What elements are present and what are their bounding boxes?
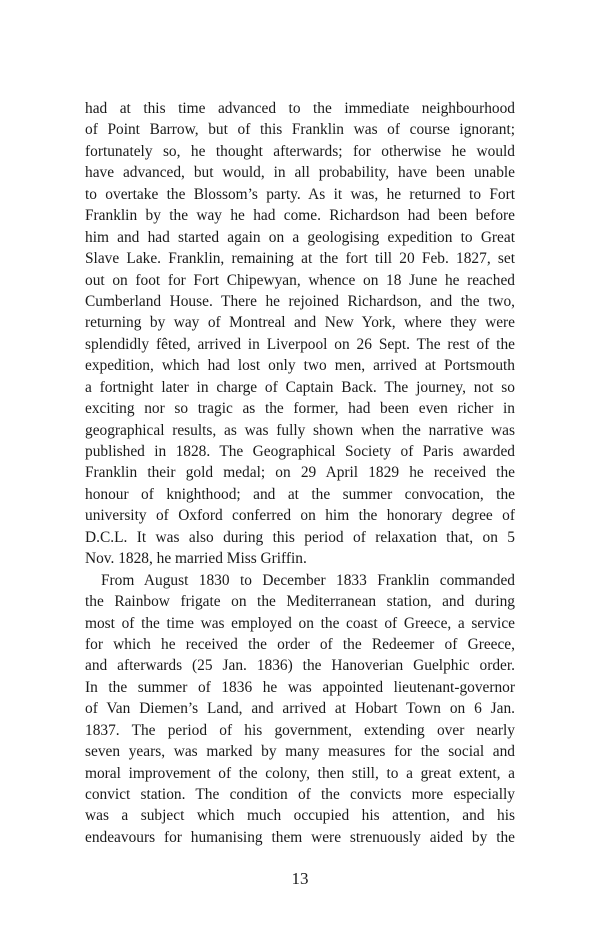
text-line: Franklin by the way he had come. Richardson had been before bbox=[85, 207, 515, 225]
text-line: Slave Lake. Franklin, remaining at the fort till 20 Feb. 1827, set bbox=[85, 250, 515, 268]
text-line: Franklin their gold medal; on 29 April 1829 he received the bbox=[85, 464, 515, 482]
paragraph-2 bbox=[85, 570, 515, 849]
page-body bbox=[85, 98, 515, 848]
text-line: fortunately so, he thought afterwards; for otherwise he would bbox=[85, 142, 515, 160]
text-line: published in 1828. The Geographical Society of Paris awarded bbox=[85, 443, 515, 460]
text-line: expedition, which had lost only two men, arrived at Portsmouth bbox=[85, 357, 515, 375]
text-line: geographical results, as was fully shown when the narrative was bbox=[85, 421, 515, 439]
text-line: university of Oxford conferred on him the honorary degree of bbox=[85, 507, 515, 525]
text-line: have advanced, but would, in all probability, have been unable bbox=[85, 164, 515, 182]
text-line: Cumberland House. There he rejoined Richardson, and the two, bbox=[85, 292, 515, 310]
text-line: exciting nor so tragic as the former, had been even richer in bbox=[85, 400, 515, 418]
text-line: of Point Barrow, but of this Franklin was of course ignorant; bbox=[85, 121, 515, 139]
text-line: the Rainbow frigate on the Mediterranean station, and during bbox=[85, 593, 515, 611]
text-line: to overtake the Blossom’s party. As it was, he returned to Fort bbox=[85, 185, 515, 203]
paragraph-1 bbox=[85, 98, 515, 570]
text-line: In the summer of 1836 he was appointed lieutenant-governor bbox=[85, 678, 515, 696]
text-line: honour of knighthood; and at the summer convocation, the bbox=[85, 485, 515, 503]
text-line: of Van Diemen’s Land, and arrived at Hobart Town on 6 Jan. bbox=[85, 700, 515, 718]
text-line: From August 1830 to December 1833 Franklin commanded bbox=[101, 571, 515, 589]
text-line: D.C.L. It was also during this period of relaxation that, on 5 bbox=[85, 528, 515, 546]
text-line: Nov. 1828, he married Miss Griffin. bbox=[85, 550, 307, 568]
text-line: him and had started again on a geologising expedition to Great bbox=[85, 228, 515, 246]
text-line: most of the time was employed on the coast of Greece, a service bbox=[85, 614, 515, 632]
text-line: convict station. The condition of the convicts more especially bbox=[85, 786, 515, 803]
text-line: moral improvement of the colony, then still, to a great extent, a bbox=[85, 764, 515, 782]
text-line: seven years, was marked by many measures for the social and bbox=[85, 743, 515, 761]
text-line: a fortnight later in charge of Captain Back. The journey, not so bbox=[85, 378, 515, 396]
page-number: 13 bbox=[291, 869, 309, 888]
text-line: and afterwards (25 Jan. 1836) the Hanoverian Guelphic order. bbox=[85, 657, 515, 675]
text-line: had at this time advanced to the immediate neighbourhood bbox=[85, 100, 515, 117]
text-line: out on foot for Fort Chipewyan, whence on 18 June he reached bbox=[85, 271, 515, 289]
text-line: for which he received the order of the Redeemer of Greece, bbox=[85, 635, 515, 653]
text-line: endeavours for humanising them were strenuously aided by the bbox=[85, 828, 515, 846]
text-line: returning by way of Montreal and New York, where they were bbox=[85, 314, 515, 332]
text-line: was a subject which much occupied his attention, and his bbox=[85, 807, 515, 825]
text-line: 1837. The period of his government, extending over nearly bbox=[85, 721, 515, 739]
text-line: splendidly fêted, arrived in Liverpool on 26 Sept. The rest of the bbox=[85, 335, 515, 353]
